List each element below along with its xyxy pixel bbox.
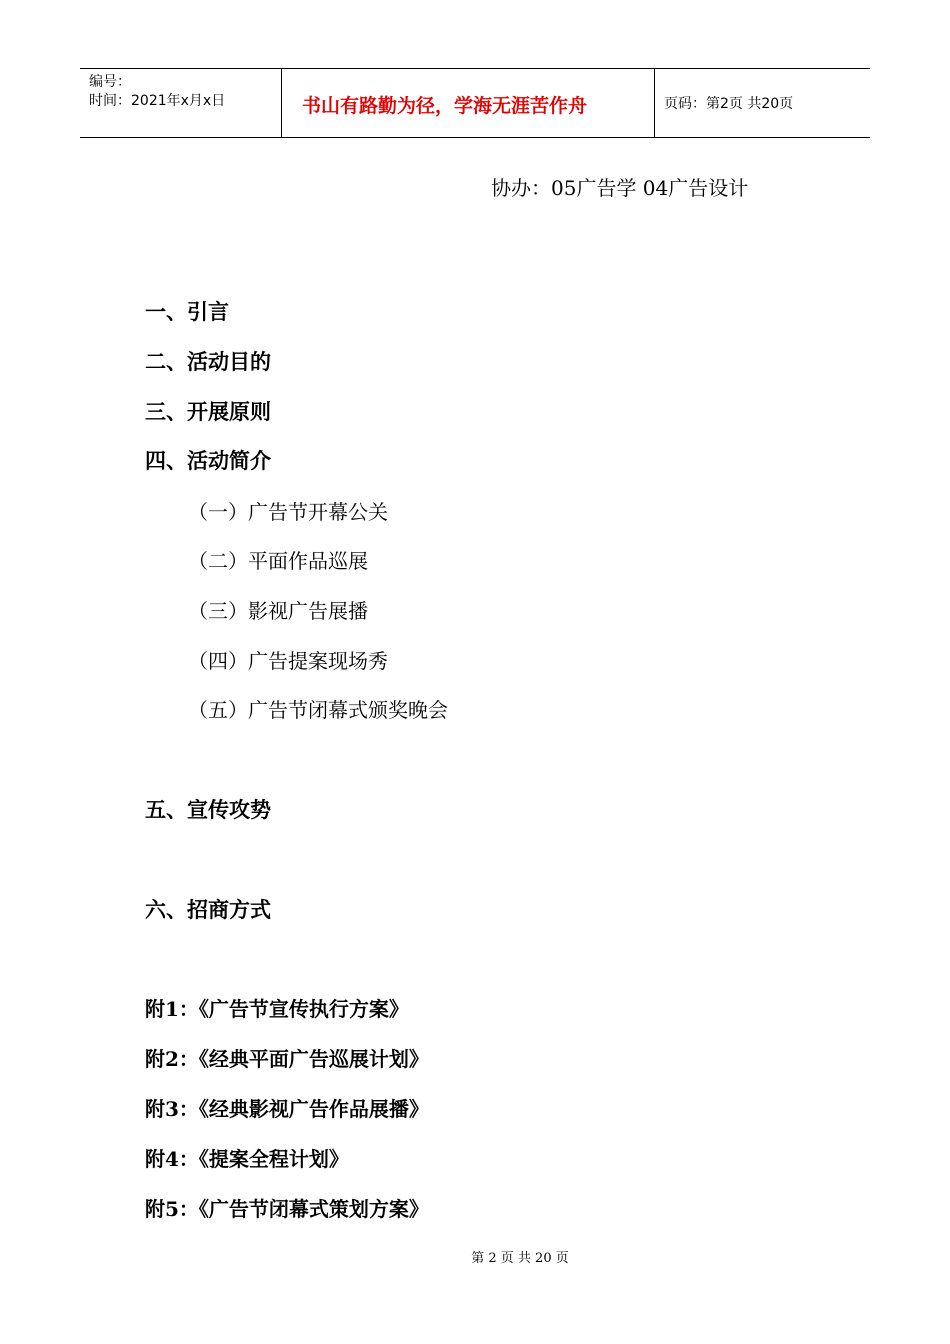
toc-subsection-4-5: （五）广告节闭幕式颁奖晚会: [188, 698, 448, 722]
document-number-label: 编号：: [89, 74, 131, 90]
toc-subsection-4-2: （二）平面作品巡展: [188, 549, 368, 573]
page-footer: 第 2 页 共 20 页: [471, 1251, 569, 1266]
toc-section-2: 二、活动目的: [145, 350, 271, 374]
header-page-cell: [655, 69, 870, 137]
header-meta-cell: [80, 69, 282, 137]
toc-subsection-4-1: （一）广告节开幕公关: [188, 500, 388, 524]
toc-section-3: 三、开展原则: [145, 400, 271, 424]
appendix-1: 附1：《广告节宣传执行方案》: [145, 997, 409, 1021]
header-motto: 书山有路勤为径，学海无涯苦作舟: [302, 95, 588, 117]
page-header-table: [80, 68, 870, 138]
toc-section-4: 四、活动简介: [145, 449, 271, 473]
toc-subsection-4-3: （三）影视广告展播: [188, 599, 368, 623]
appendix-4: 附4：《提案全程计划》: [145, 1147, 349, 1171]
appendix-5: 附5：《广告节闭幕式策划方案》: [145, 1197, 429, 1221]
co-organizer-line: 协办：05广告学 04广告设计: [491, 176, 749, 200]
toc-subsection-4-4: （四）广告提案现场秀: [188, 649, 388, 673]
appendix-3: 附3：《经典影视广告作品展播》: [145, 1097, 429, 1121]
toc-section-1: 一、引言: [145, 300, 229, 324]
toc-section-6: 六、招商方式: [145, 898, 271, 922]
document-date-label: 时间：2021年x月x日: [89, 93, 226, 109]
toc-section-5: 五、宣传攻势: [145, 798, 271, 822]
header-motto-cell: [282, 69, 655, 137]
appendix-2: 附2：《经典平面广告巡展计划》: [145, 1047, 429, 1071]
header-page-info: 页码：第2页 共20页: [664, 96, 794, 112]
